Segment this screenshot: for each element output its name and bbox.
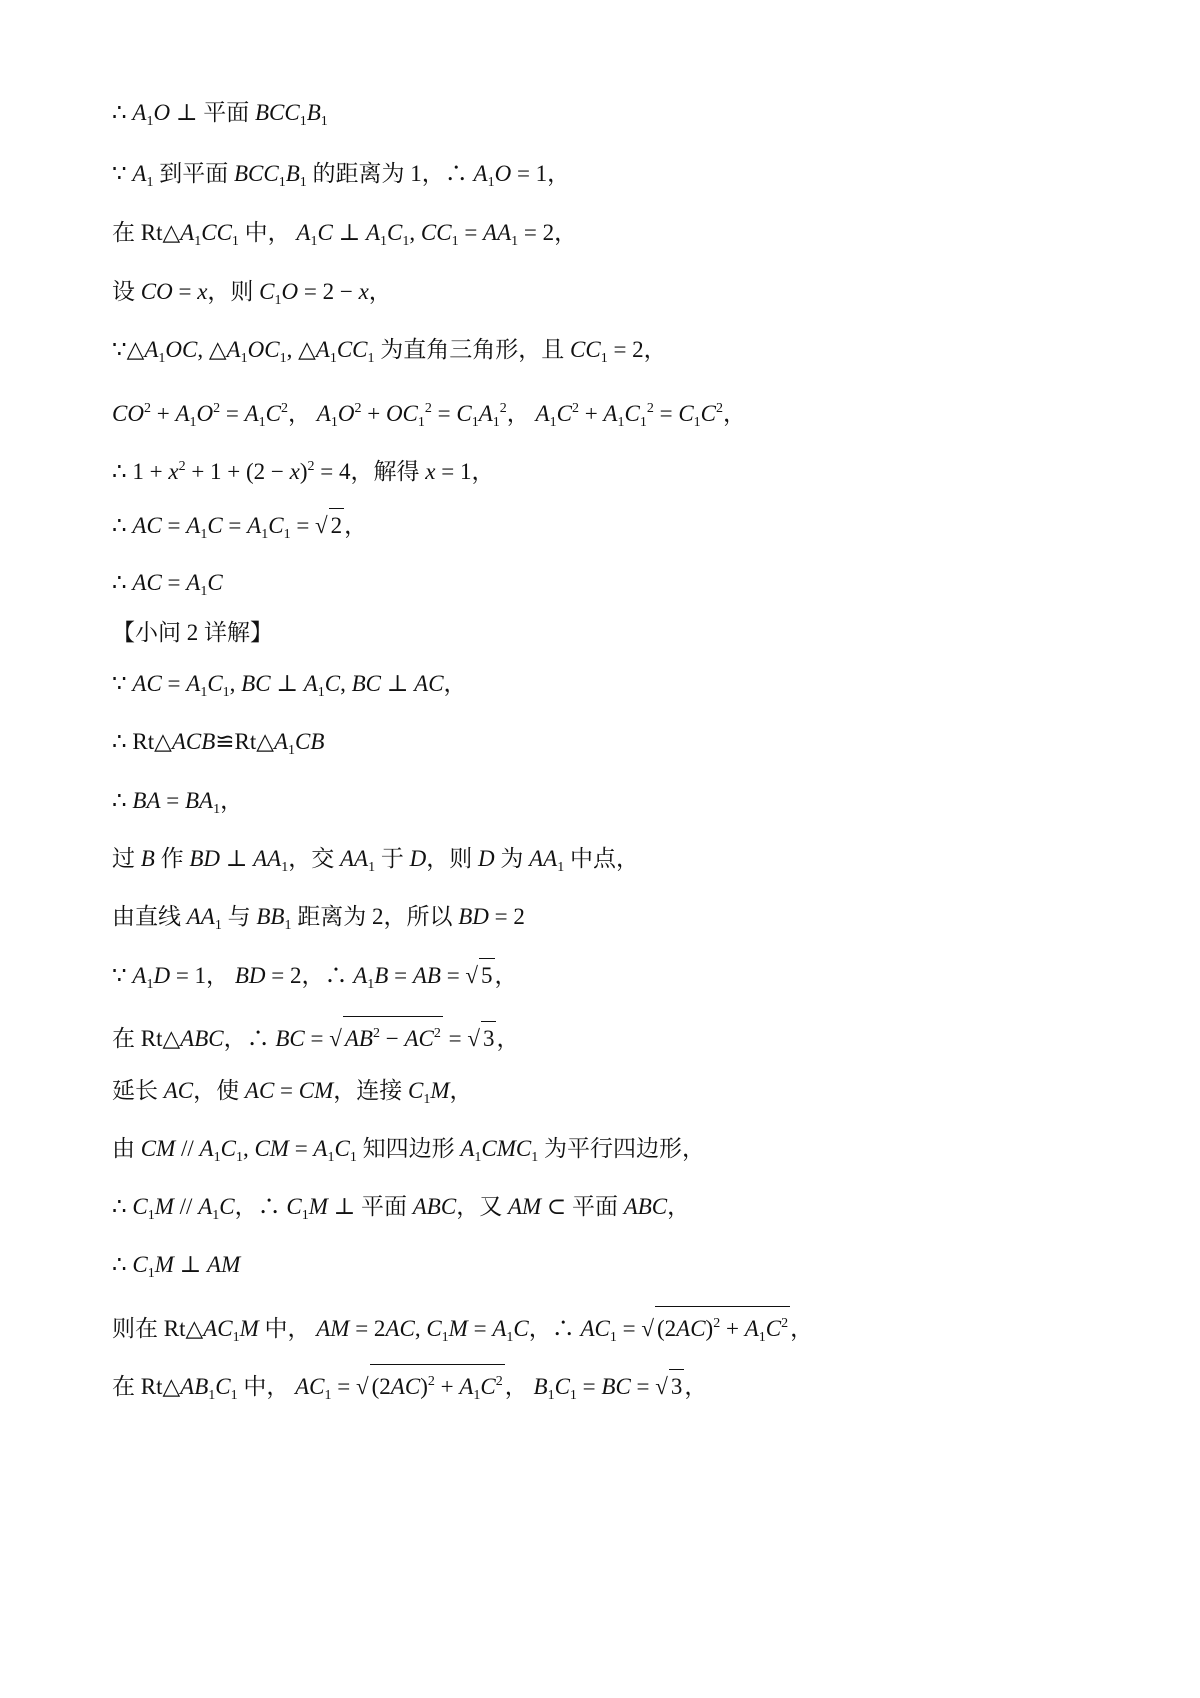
proof-line: $\because\triangle A_1OC$, $\triangle A_1OC_1$, $\triangle A_1CC_1$ 为直角三角形，且 $CC_1 = 2$，	[112, 337, 667, 366]
proof-line: ∵ $A_1D = 1$， BD = 2，∴ $A_1B$ = AB = √ 5，	[112, 958, 518, 1002]
proof-line: 由 CM // $A_1C_1$, CM = $A_1C_1$ 知四边形 $A_1CMC_1$ 为平行四边形，	[112, 1136, 705, 1165]
proof-line: 过 B 作 BD ⊥ $AA_1$，交 $AA_1$ 于 D，则 D 为 $AA_1$ 中点，	[112, 846, 639, 875]
section-heading: 【小问 2 详解】	[112, 620, 273, 645]
proof-line: 设 CO = x，则 $C_1O = 2 - x$，	[112, 279, 392, 308]
proof-line: 在 Rt△ABC，∴ BC = √ $AB^2 - AC^2$ = √ 3，	[112, 1016, 519, 1056]
proof-line: ∴ $Rt\triangle ACB≌Rt\triangle A_1CB$	[112, 729, 325, 758]
proof-line: ∴ $C_1M$ ⊥ AM	[112, 1252, 241, 1281]
proof-line: 在 $Rt\triangle A_1CC_1$ 中， $A_1C$ ⊥ $A_1C_1$, $CC_1 = AA_1 = 2$，	[112, 220, 578, 249]
proof-line: 由直线 $AA_1$ 与 $BB_1$ 距离为 2，所以 BD = 2	[112, 904, 525, 933]
proof-line: 延长 AC，使 AC = CM，连接 $C_1M$，	[112, 1078, 473, 1107]
proof-line: ∵ $A_1$ 到平面 $BCC_1B_1$ 的距离为 1，∴ $A_1O = 1$，	[112, 161, 571, 190]
proof-line: 在 $Rt\triangle AB_1C_1$ 中， $AC_1$ = √ $(2AC)^2 + A_1C^2$， $B_1C_1$ = BC = √ 3，	[112, 1364, 707, 1413]
proof-line: ∵ AC = $A_1C_1$, BC ⊥ $A_1C$, BC ⊥ AC，	[112, 671, 467, 700]
proof-line: ∴ AC = $A_1C$	[112, 570, 223, 599]
proof-line: ∴ BA = $BA_1$，	[112, 788, 244, 817]
proof-line: $CO^2 + A_1O^2 = A_1C^2$， $A_1O^2 + OC_1^2 = C_1A_1^2$， $A_1C^2 + A_1C_1^2 = C_1C^2$，	[112, 401, 746, 430]
proof-line: 则在 $Rt\triangle AC_1M$ 中， AM = 2AC, $C_1M = A_1C$，∴ $AC_1$ = √ $(2AC)^2 + A_1C^2$，	[112, 1306, 813, 1355]
proof-line: ∴ $A_1O$ ⊥ 平面 $BCC_1B_1$	[112, 100, 328, 129]
proof-line: ∴ AC = $A_1C = A_1C_1$ = √ 2，	[112, 508, 367, 552]
proof-line: ∴ $C_1M // A_1C$，∴ $C_1M$ ⊥ 平面 ABC，又 AM ⊂ 平面 ABC，	[112, 1194, 691, 1223]
proof-line: ∴ $1 + x^2 + 1 + (2 - x)^2 = 4$，解得 x = 1，	[112, 459, 495, 484]
